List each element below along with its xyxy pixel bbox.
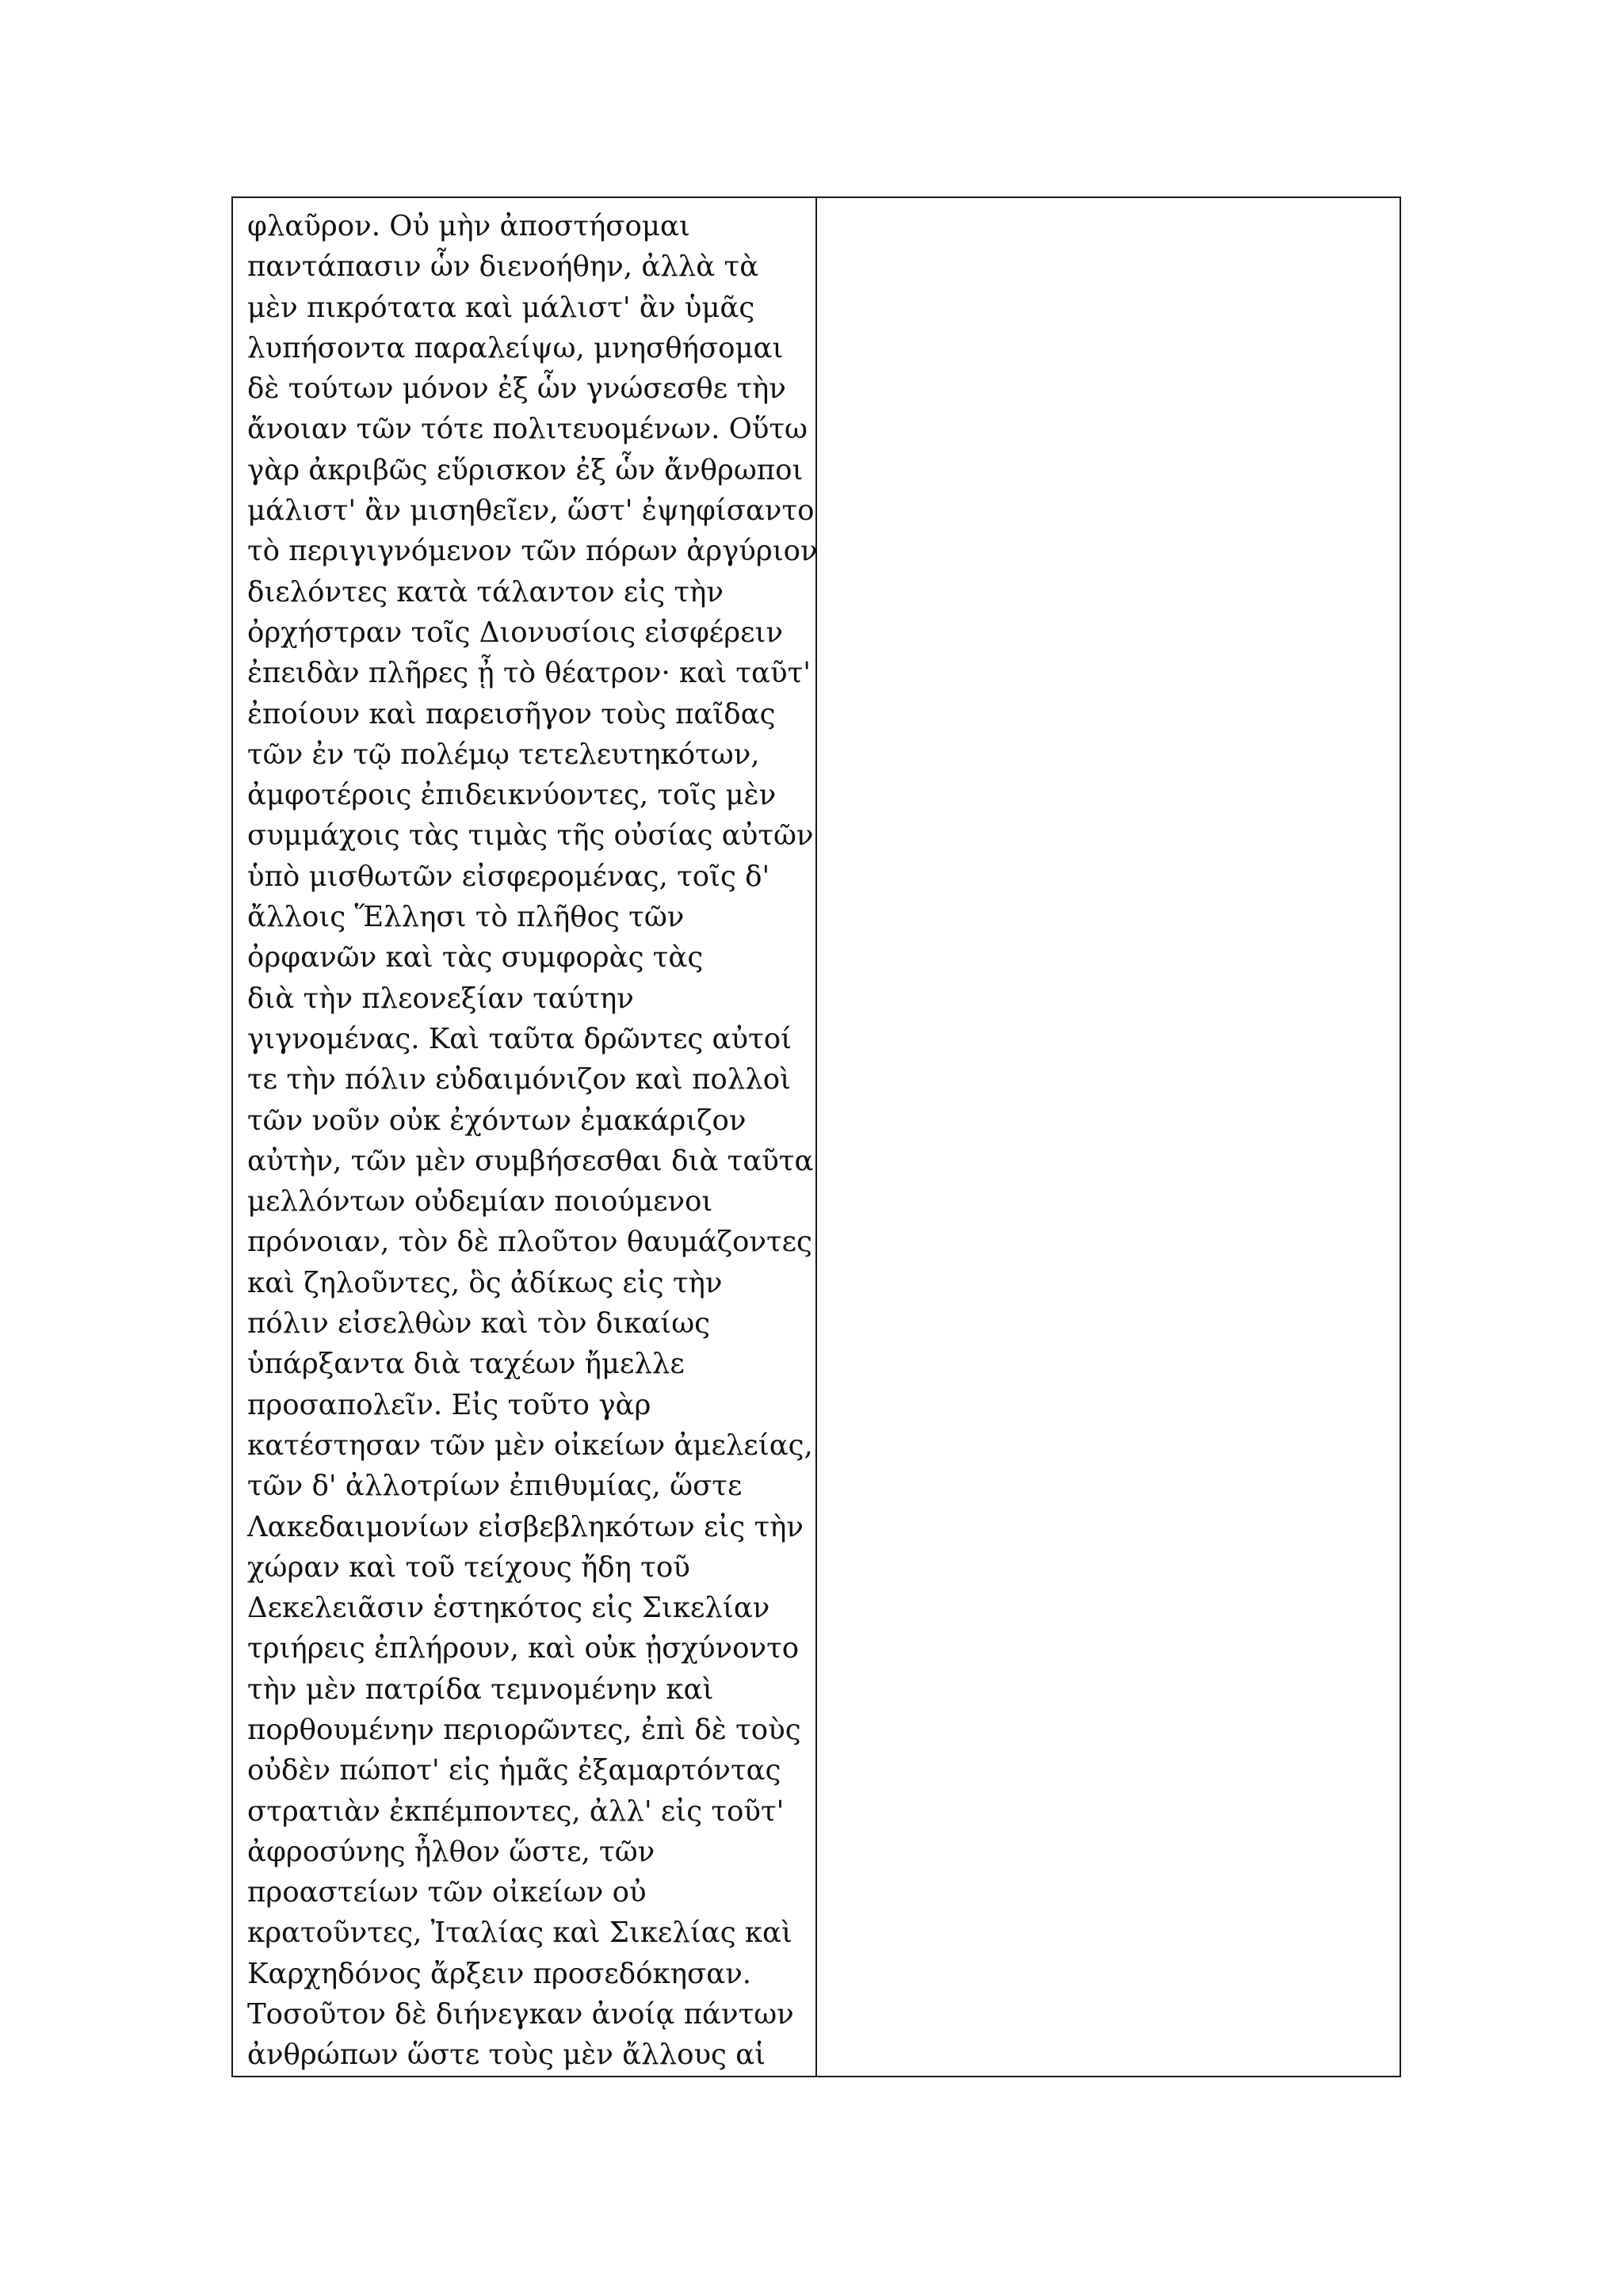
text-line: ἐποίουν καὶ παρεισῆγον τοὺς παῖδας	[247, 697, 776, 730]
text-line: λυπήσοντα παραλείψω, μνησθήσομαι	[247, 331, 784, 364]
text-line: ἀφροσύνης ἦλθον ὥστε, τῶν	[247, 1835, 655, 1868]
text-line: τε τὴν πόλιν εὐδαιμόνιζον καὶ πολλοὶ	[247, 1063, 792, 1097]
text-line: στρατιὰν ἐκπέμποντες, ἀλλ' εἰς τοῦτ'	[247, 1794, 785, 1828]
text-line: πρόνοιαν, τὸν δὲ πλοῦτον θαυμάζοντες	[247, 1226, 812, 1259]
text-line: τριήρεις ἐπλήρουν, καὶ οὐκ ᾐσχύνοντο	[247, 1632, 800, 1665]
text-line: οὐδὲν πώποτ' εἰς ἡμᾶς ἐξαμαρτόντας	[247, 1754, 781, 1787]
text-line: πόλιν εἰσελθὼν καὶ τὸν δικαίως	[247, 1307, 711, 1341]
text-line: ὑπάρξαντα διὰ ταχέων ἤμελλε	[247, 1348, 685, 1381]
text-line: διελόντες κατὰ τάλαντον εἰς τὴν	[247, 575, 724, 608]
text-line: μελλόντων οὐδεμίαν ποιούμενοι	[247, 1185, 713, 1219]
text-line: ὑπὸ μισθωτῶν εἰσφερομένας, τοῖς δ'	[247, 860, 770, 893]
text-line: δὲ τούτων μόνον ἐξ ὧν γνώσεσθε τὴν	[247, 372, 786, 406]
text-line: ἄλλοις Ἕλλησι τὸ πλῆθος τῶν	[247, 901, 685, 934]
greek-text-cell	[232, 197, 816, 2077]
text-line: τὸ περιγιγνόμενον τῶν πόρων ἀργύριον	[247, 535, 818, 568]
text-line: κατέστησαν τῶν μὲν οἰκείων ἀμελείας,	[247, 1428, 813, 1462]
text-line: προαστείων τῶν οἰκείων οὐ	[247, 1876, 647, 1909]
text-line: αὐτὴν, τῶν μὲν συμβήσεσθαι διὰ ταῦτα	[247, 1144, 814, 1177]
text-line: ὀρφανῶν καὶ τὰς συμφορὰς τὰς	[247, 941, 704, 974]
text-line: γιγνομένας. Καὶ ταῦτα δρῶντες αὐτοί	[247, 1022, 792, 1055]
text-line: τῶν ἐν τῷ πολέμῳ τετελευτηκότων,	[247, 738, 760, 771]
text-line: γὰρ ἀκριβῶς εὕρισκον ἐξ ὧν ἄνθρωποι	[247, 453, 804, 486]
text-line: διὰ τὴν πλεονεξίαν ταύτην	[247, 982, 634, 1015]
text-line: παντάπασιν ὧν διενοήθην, ἀλλὰ τὰ	[247, 250, 759, 284]
empty-translation-cell	[816, 197, 1400, 2077]
text-line: Δεκελειᾶσιν ἑστηκότος εἰς Σικελίαν	[247, 1592, 770, 1625]
text-line: καὶ ζηλοῦντες, ὃς ἀδίκως εἰς τὴν	[247, 1266, 723, 1299]
text-line: φλαῦρον. Οὐ μὴν ἀποστήσομαι	[247, 210, 690, 242]
text-line: Λακεδαιμονίων εἰσβεβληκότων εἰς τὴν	[247, 1510, 804, 1543]
table-row	[232, 197, 1400, 2077]
text-line: ἀνθρώπων ὥστε τοὺς μὲν ἄλλους αἱ	[247, 2039, 766, 2072]
text-line: συμμάχοις τὰς τιμὰς τῆς οὐσίας αὐτῶν	[247, 819, 814, 852]
text-line: χώραν καὶ τοῦ τείχους ἤδη τοῦ	[247, 1550, 690, 1584]
text-line: τὴν μὲν πατρίδα τεμνομένην καὶ	[247, 1672, 714, 1706]
text-line: ἄνοιαν τῶν τότε πολιτευομένων. Οὕτω	[247, 413, 808, 446]
greek-text-block	[233, 198, 818, 2076]
text-line: πορθουμένην περιορῶντες, ἐπὶ δὲ τοὺς	[247, 1713, 801, 1746]
text-table	[231, 196, 1401, 2077]
text-line: ὀρχήστραν τοῖς Διονυσίοις εἰσφέρειν	[247, 616, 783, 649]
text-line: μάλιστ' ἂν μισηθεῖεν, ὥστ' ἐψηφίσαντο	[247, 494, 815, 528]
text-line: τῶν δ' ἀλλοτρίων ἐπιθυμίας, ὥστε	[247, 1470, 743, 1503]
text-line: μὲν πικρότατα καὶ μάλιστ' ἂν ὑμᾶς	[247, 291, 755, 324]
text-line: Τοσοῦτον δὲ διήνεγκαν ἀνοίᾳ πάντων	[247, 1998, 794, 2031]
text-line: προσαπολεῖν. Εἰς τοῦτο γὰρ	[247, 1388, 651, 1421]
text-line: τῶν νοῦν οὐκ ἐχόντων ἐμακάριζον	[247, 1104, 747, 1137]
text-line: κρατοῦντες, Ἰταλίας καὶ Σικελίας καὶ	[247, 1917, 792, 1950]
text-line: ἐπειδὰν πλῆρες ᾖ τὸ θέατρον· καὶ ταῦτ'	[247, 657, 812, 690]
text-line: ἀμφοτέροις ἐπιδεικνύοντες, τοῖς μὲν	[247, 779, 777, 812]
text-line: Καρχηδόνος ἄρξειν προσεδόκησαν.	[247, 1957, 752, 1990]
